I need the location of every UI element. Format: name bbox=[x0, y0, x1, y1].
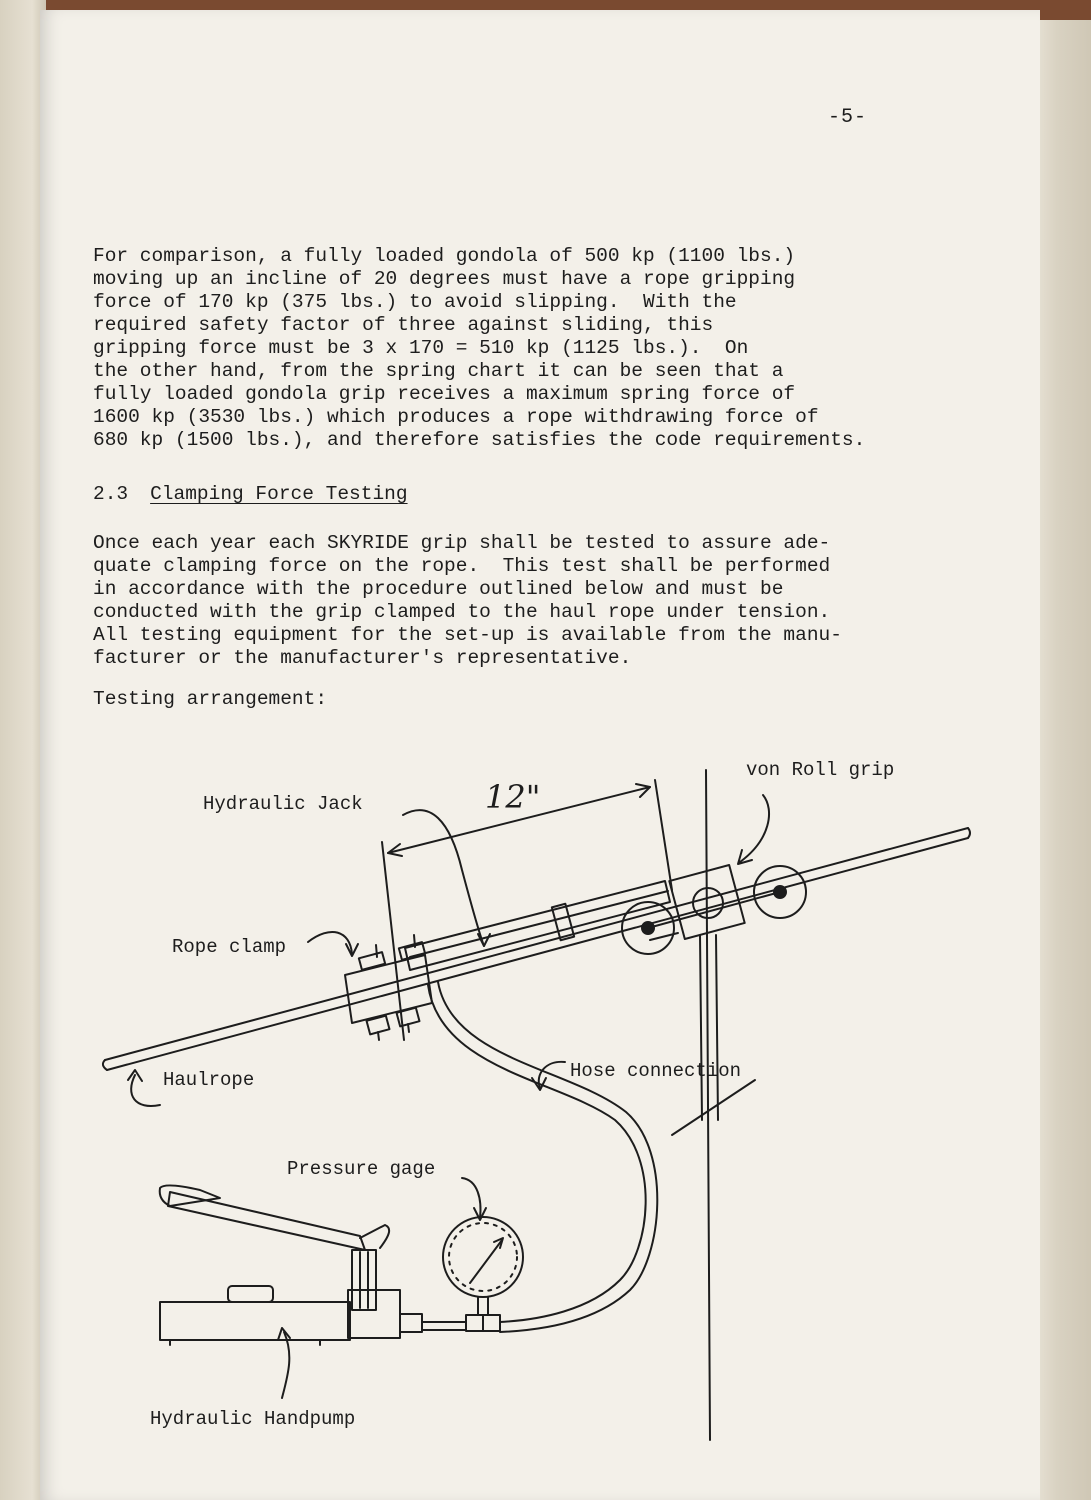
pressure-gage bbox=[443, 1217, 523, 1331]
pressure-gage-label: Pressure gage bbox=[287, 1158, 436, 1180]
paragraph-line: in accordance with the procedure outlined below and must be bbox=[93, 578, 784, 600]
hose-connection-label: Hose connection bbox=[570, 1060, 742, 1082]
rope-clamp bbox=[345, 935, 432, 1040]
tower-pole bbox=[672, 770, 755, 1440]
hydraulic-handpump bbox=[160, 1185, 466, 1345]
rope-clamp-label: Rope clamp bbox=[172, 936, 287, 958]
section-number: 2.3 bbox=[93, 483, 129, 505]
paragraph-line: For comparison, a fully loaded gondola of 500 kp (1100 lbs.) bbox=[93, 245, 796, 267]
paragraph-line: conducted with the grip clamped to the haul rope under tension. bbox=[93, 601, 831, 623]
paragraph-line: the other hand, from the spring chart it can be seen that a bbox=[93, 360, 784, 382]
paragraph-line: quate clamping force on the rope. This test shall be performed bbox=[93, 555, 831, 577]
paragraph-line: force of 170 kp (375 lbs.) to avoid slipping. With the bbox=[93, 291, 737, 313]
hose bbox=[428, 982, 657, 1332]
paragraph-line: moving up an incline of 20 degrees must have a rope gripping bbox=[93, 268, 796, 290]
von-roll-grip-label: von Roll grip bbox=[746, 759, 895, 781]
hydraulic-handpump-label: Hydraulic Handpump bbox=[150, 1408, 356, 1430]
section-title: Clamping Force Testing bbox=[150, 483, 408, 505]
hydraulic-jack-label: Hydraulic Jack bbox=[203, 793, 363, 815]
paragraph-line: All testing equipment for the set-up is available from the manu- bbox=[93, 624, 842, 646]
testing-arrangement-label: Testing arrangement: bbox=[93, 688, 328, 710]
paragraph-line: facturer or the manufacturer's representative. bbox=[93, 647, 632, 669]
hydraulic-jack bbox=[405, 881, 670, 970]
page-number: -5- bbox=[828, 106, 868, 129]
paragraph-line: fully loaded gondola grip receives a maximum spring force of bbox=[93, 383, 796, 405]
paragraph-line: required safety factor of three against sliding, this bbox=[93, 314, 714, 336]
leader-arrows bbox=[128, 795, 769, 1398]
paragraph-line: gripping force must be 3 x 170 = 510 kp (1125 lbs.). On bbox=[93, 337, 749, 359]
paragraph-line: Once each year each SKYRIDE grip shall be tested to assure ade- bbox=[93, 532, 831, 554]
paragraph-line: 1600 kp (3530 lbs.) which produces a rope withdrawing force of bbox=[93, 406, 819, 428]
paragraph-line: 680 kp (1500 lbs.), and therefore satisfies the code requirements. bbox=[93, 429, 866, 451]
haulrope-label: Haulrope bbox=[163, 1069, 255, 1091]
dimension-label: 12" bbox=[485, 778, 541, 816]
